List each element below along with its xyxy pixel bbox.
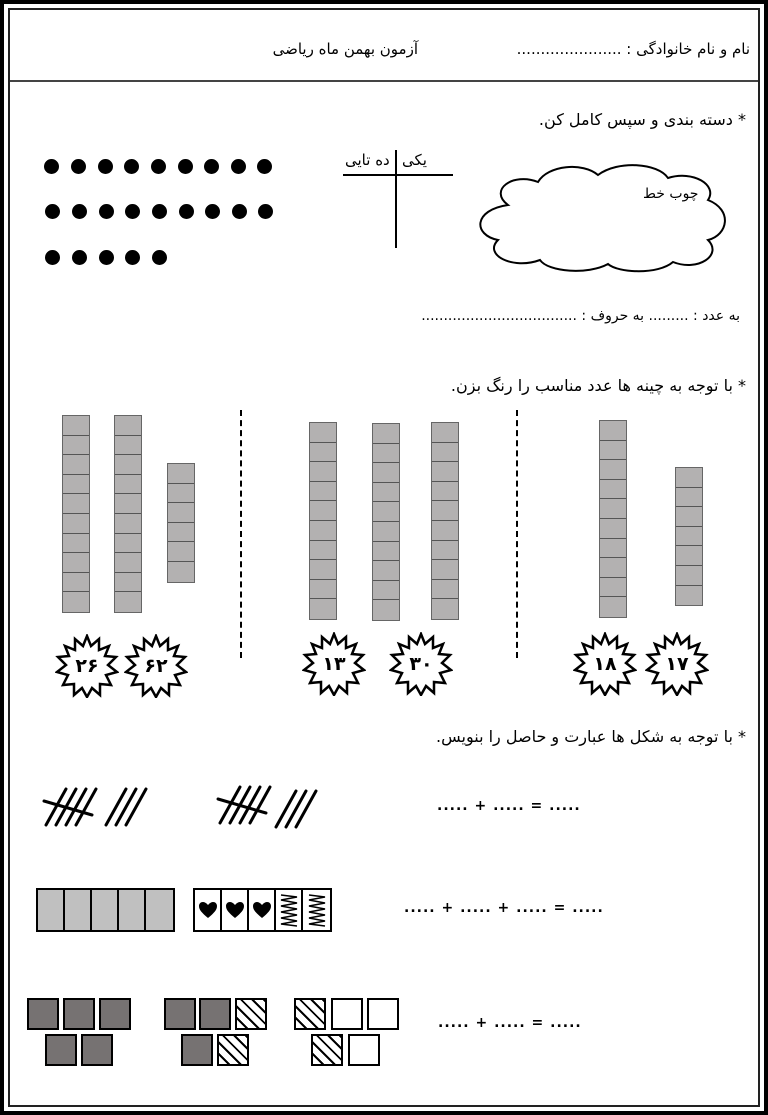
divider-dashed [516,410,518,658]
zigzag-icon [306,892,328,928]
choice-burst[interactable]: ۱۷ [645,632,709,696]
tally-marks-figure [40,785,330,830]
choice-burst[interactable]: ۳۰ [389,632,453,696]
student-name-field[interactable]: نام و نام خانوادگی : ...................... [516,40,750,58]
ones-label: یکی [402,151,427,169]
tens-column [62,415,90,613]
zigzag-icon [278,892,300,928]
cloud-shape [468,160,733,275]
tens-column [309,422,337,620]
worksheet-header [10,10,758,82]
heart-icon [252,900,272,920]
heart-icon [225,900,245,920]
section3-instruction: * با توجه به شکل ها عبارت و حاصل را بنویس. [436,727,746,746]
answer-line[interactable]: به عدد : ......... به حروف : ................................... [421,308,740,324]
tens-column [599,420,627,618]
choice-burst[interactable]: ۶۲ [124,634,188,698]
section1-instruction: * دسته بندی و سپس کامل کن. [538,110,746,129]
divider-dashed [240,410,242,658]
tens-label: ده تایی [345,151,390,169]
choice-burst[interactable]: ۱۸ [573,632,637,696]
equation-blank[interactable]: ..... + ..... + ..... = ..... [404,900,604,916]
ones-column [675,467,703,606]
choice-burst[interactable]: ۲۶ [55,634,119,698]
cloud-label: چوب خط [643,186,699,202]
section2-instruction: * با توجه به چینه ها عدد مناسب را رنگ بزن. [450,376,746,395]
gray-boxes-figure [36,888,175,932]
choice-burst[interactable]: ۱۳ [302,632,366,696]
equation-blank[interactable]: ..... + ..... = ..... [438,1015,582,1031]
ones-column [167,463,195,583]
equation-blank[interactable]: ..... + ..... = ..... [437,798,581,814]
hearts-zigzag-figure [193,888,332,932]
exam-title: آزمون بهمن ماه ریاضی [272,40,418,58]
heart-icon [198,900,218,920]
tens-column [372,423,400,621]
tens-column [114,415,142,613]
tens-column [431,422,459,620]
